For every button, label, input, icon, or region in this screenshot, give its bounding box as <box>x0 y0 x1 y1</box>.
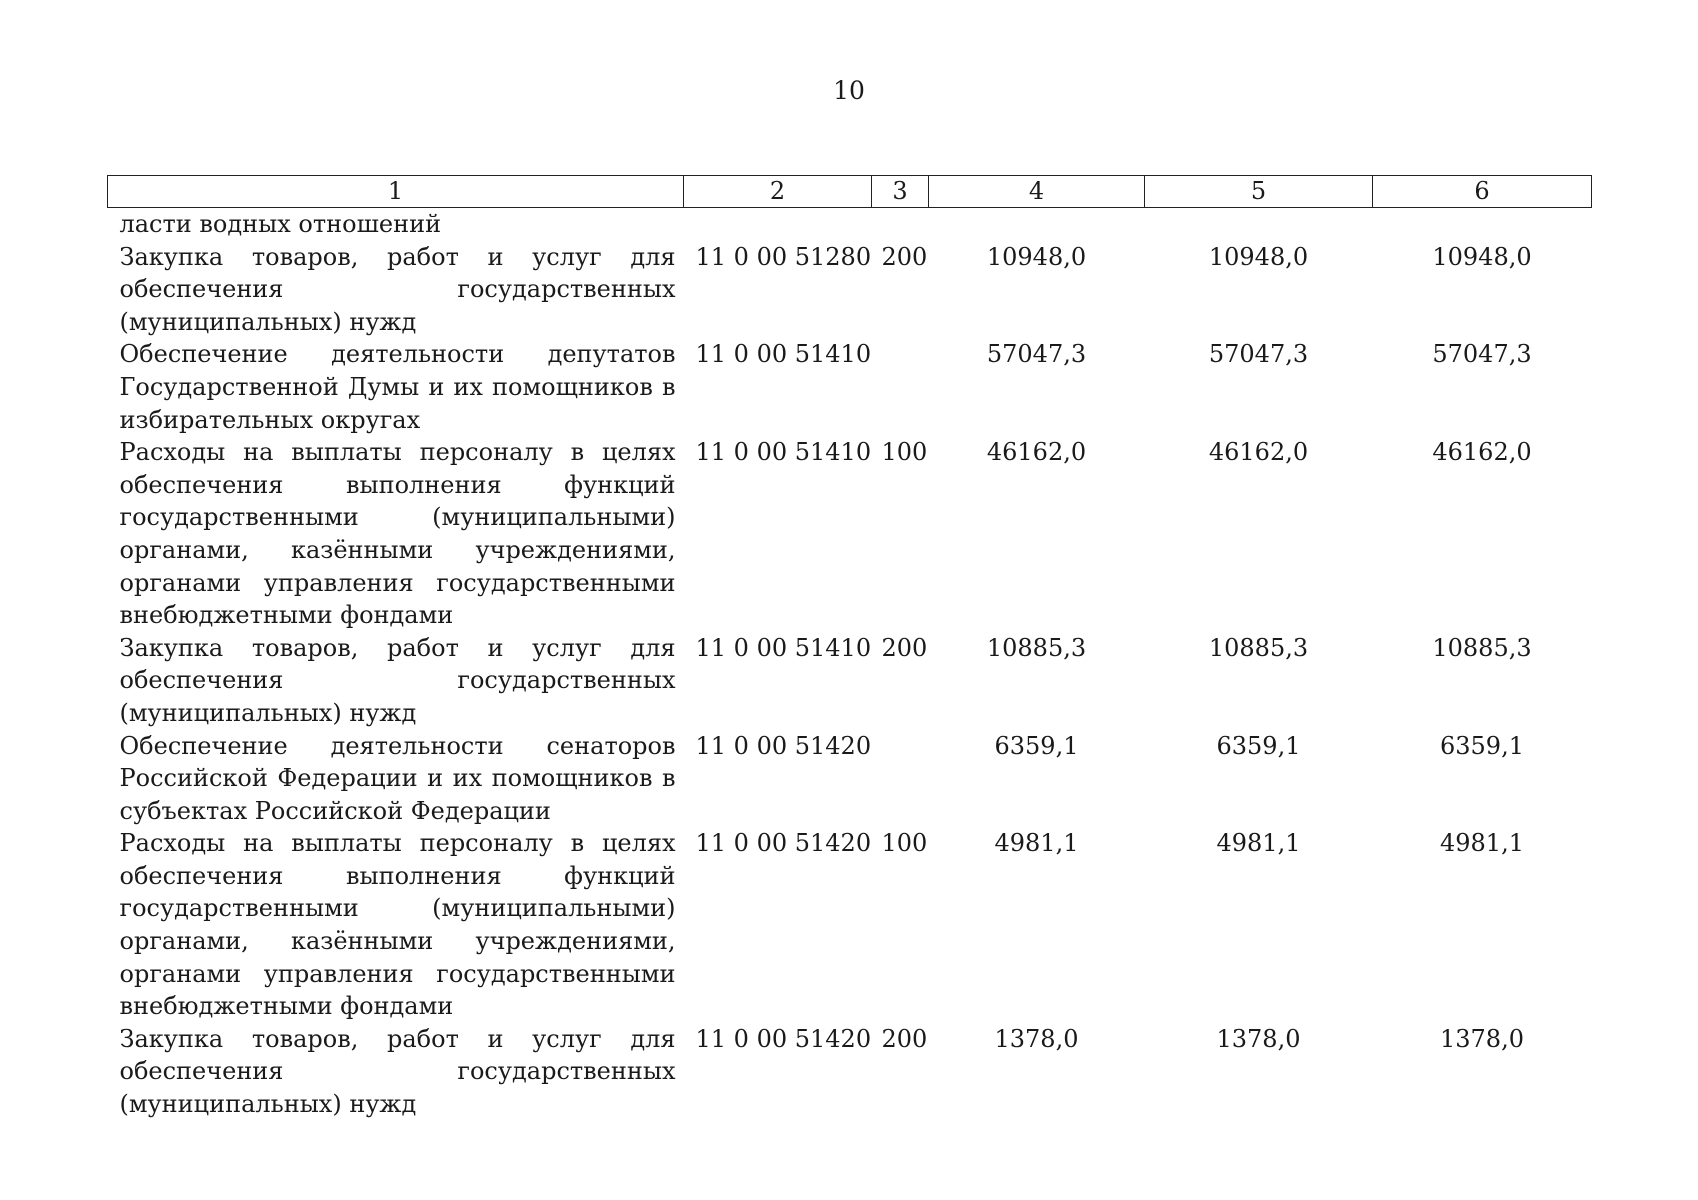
table-body <box>108 208 1592 1121</box>
target-code-cell <box>684 208 872 241</box>
description-cell: Закупка товаров, работ и услуг для обеспечения государственных (муниципальных) нужд <box>119 242 676 336</box>
description-cell: Закупка товаров, работ и услуг для обеспечения государственных (муниципальных) нужд <box>119 1024 676 1119</box>
value-cell-col4: 10948,0 <box>986 242 1087 271</box>
value-cell-col5: 10948,0 <box>1208 242 1309 271</box>
target-code-cell: 11 0 00 51420 <box>695 1024 872 1053</box>
column-header-3: 3 <box>872 176 929 208</box>
value-cell-col4: 4981,1 <box>994 829 1079 858</box>
expense-type-cell <box>872 730 929 828</box>
table-row <box>108 241 1592 339</box>
table-row <box>108 827 1592 1023</box>
value-cell-col5 <box>1145 208 1373 241</box>
budget-table <box>107 175 1592 1121</box>
target-code-cell: 11 0 00 51420 <box>695 829 872 858</box>
target-code-cell: 11 0 00 51420 <box>695 731 872 760</box>
description-cell: Закупка товаров, работ и услуг для обеспечения государственных (муниципальных) нужд <box>119 633 676 727</box>
value-cell-col5: 46162,0 <box>1208 438 1309 467</box>
expense-type-cell <box>872 208 929 241</box>
column-header-6: 6 <box>1373 176 1592 208</box>
expense-type-cell: 100 <box>881 829 928 858</box>
value-cell-col6: 10885,3 <box>1432 633 1532 662</box>
value-cell-col4: 6359,1 <box>994 731 1079 760</box>
expense-type-cell: 200 <box>881 242 928 271</box>
description-cell: Расходы на выплаты персоналу в целях обеспечения выполнения функций государственными (муниципальными) органами, казёнными учреждениями, органами управления государственными внебюджетными фондами <box>119 438 676 630</box>
column-header-1: 1 <box>108 176 684 208</box>
target-code-cell: 11 0 00 51410 <box>695 438 872 467</box>
expense-type-cell: 200 <box>881 1024 928 1053</box>
value-cell-col5: 1378,0 <box>1216 1024 1301 1053</box>
page-number: 10 <box>833 76 865 105</box>
expense-type-cell: 200 <box>881 633 928 662</box>
column-header-2: 2 <box>684 176 872 208</box>
value-cell-col6: 57047,3 <box>1432 340 1532 369</box>
table-header <box>108 176 1592 208</box>
table-row <box>108 436 1592 632</box>
value-cell-col4: 10885,3 <box>986 633 1087 662</box>
table-row <box>108 632 1592 730</box>
target-code-cell: 11 0 00 51280 <box>695 242 872 271</box>
value-cell-col4: 1378,0 <box>994 1024 1079 1053</box>
value-cell-col6: 6359,1 <box>1440 731 1524 760</box>
value-cell-col4: 46162,0 <box>986 438 1087 467</box>
value-cell-col4 <box>929 208 1145 241</box>
expense-type-cell <box>872 338 929 436</box>
value-cell-col6: 1378,0 <box>1440 1024 1524 1053</box>
table-row <box>108 1023 1592 1121</box>
table-row <box>108 730 1592 828</box>
target-code-cell: 11 0 00 51410 <box>695 340 872 369</box>
target-code-cell: 11 0 00 51410 <box>695 633 872 662</box>
value-cell-col6: 4981,1 <box>1440 829 1524 858</box>
table-row <box>108 208 1592 241</box>
column-header-4: 4 <box>929 176 1145 208</box>
value-cell-col6 <box>1373 208 1592 241</box>
value-cell-col6: 46162,0 <box>1432 438 1532 467</box>
description-cell: Расходы на выплаты персоналу в целях обеспечения выполнения функций государственными (муниципальными) органами, казёнными учреждениями, органами управления государственными внебюджетными фондами <box>119 829 676 1021</box>
value-cell-col6: 10948,0 <box>1432 242 1532 271</box>
value-cell-col5: 4981,1 <box>1216 829 1301 858</box>
expense-type-cell: 100 <box>881 438 928 467</box>
value-cell-col5: 6359,1 <box>1216 731 1301 760</box>
value-cell-col5: 10885,3 <box>1208 633 1309 662</box>
description-cell: ласти водных отношений <box>119 210 442 238</box>
description-cell: Обеспечение деятельности депутатов Государственной Думы и их помощников в избирательных округах <box>119 340 676 434</box>
table-row <box>108 338 1592 436</box>
column-header-5: 5 <box>1145 176 1373 208</box>
description-cell: Обеспечение деятельности сенаторов Российской Федерации и их помощников в субъектах Российской Федерации <box>119 731 676 825</box>
value-cell-col5: 57047,3 <box>1208 340 1309 369</box>
value-cell-col4: 57047,3 <box>986 340 1087 369</box>
